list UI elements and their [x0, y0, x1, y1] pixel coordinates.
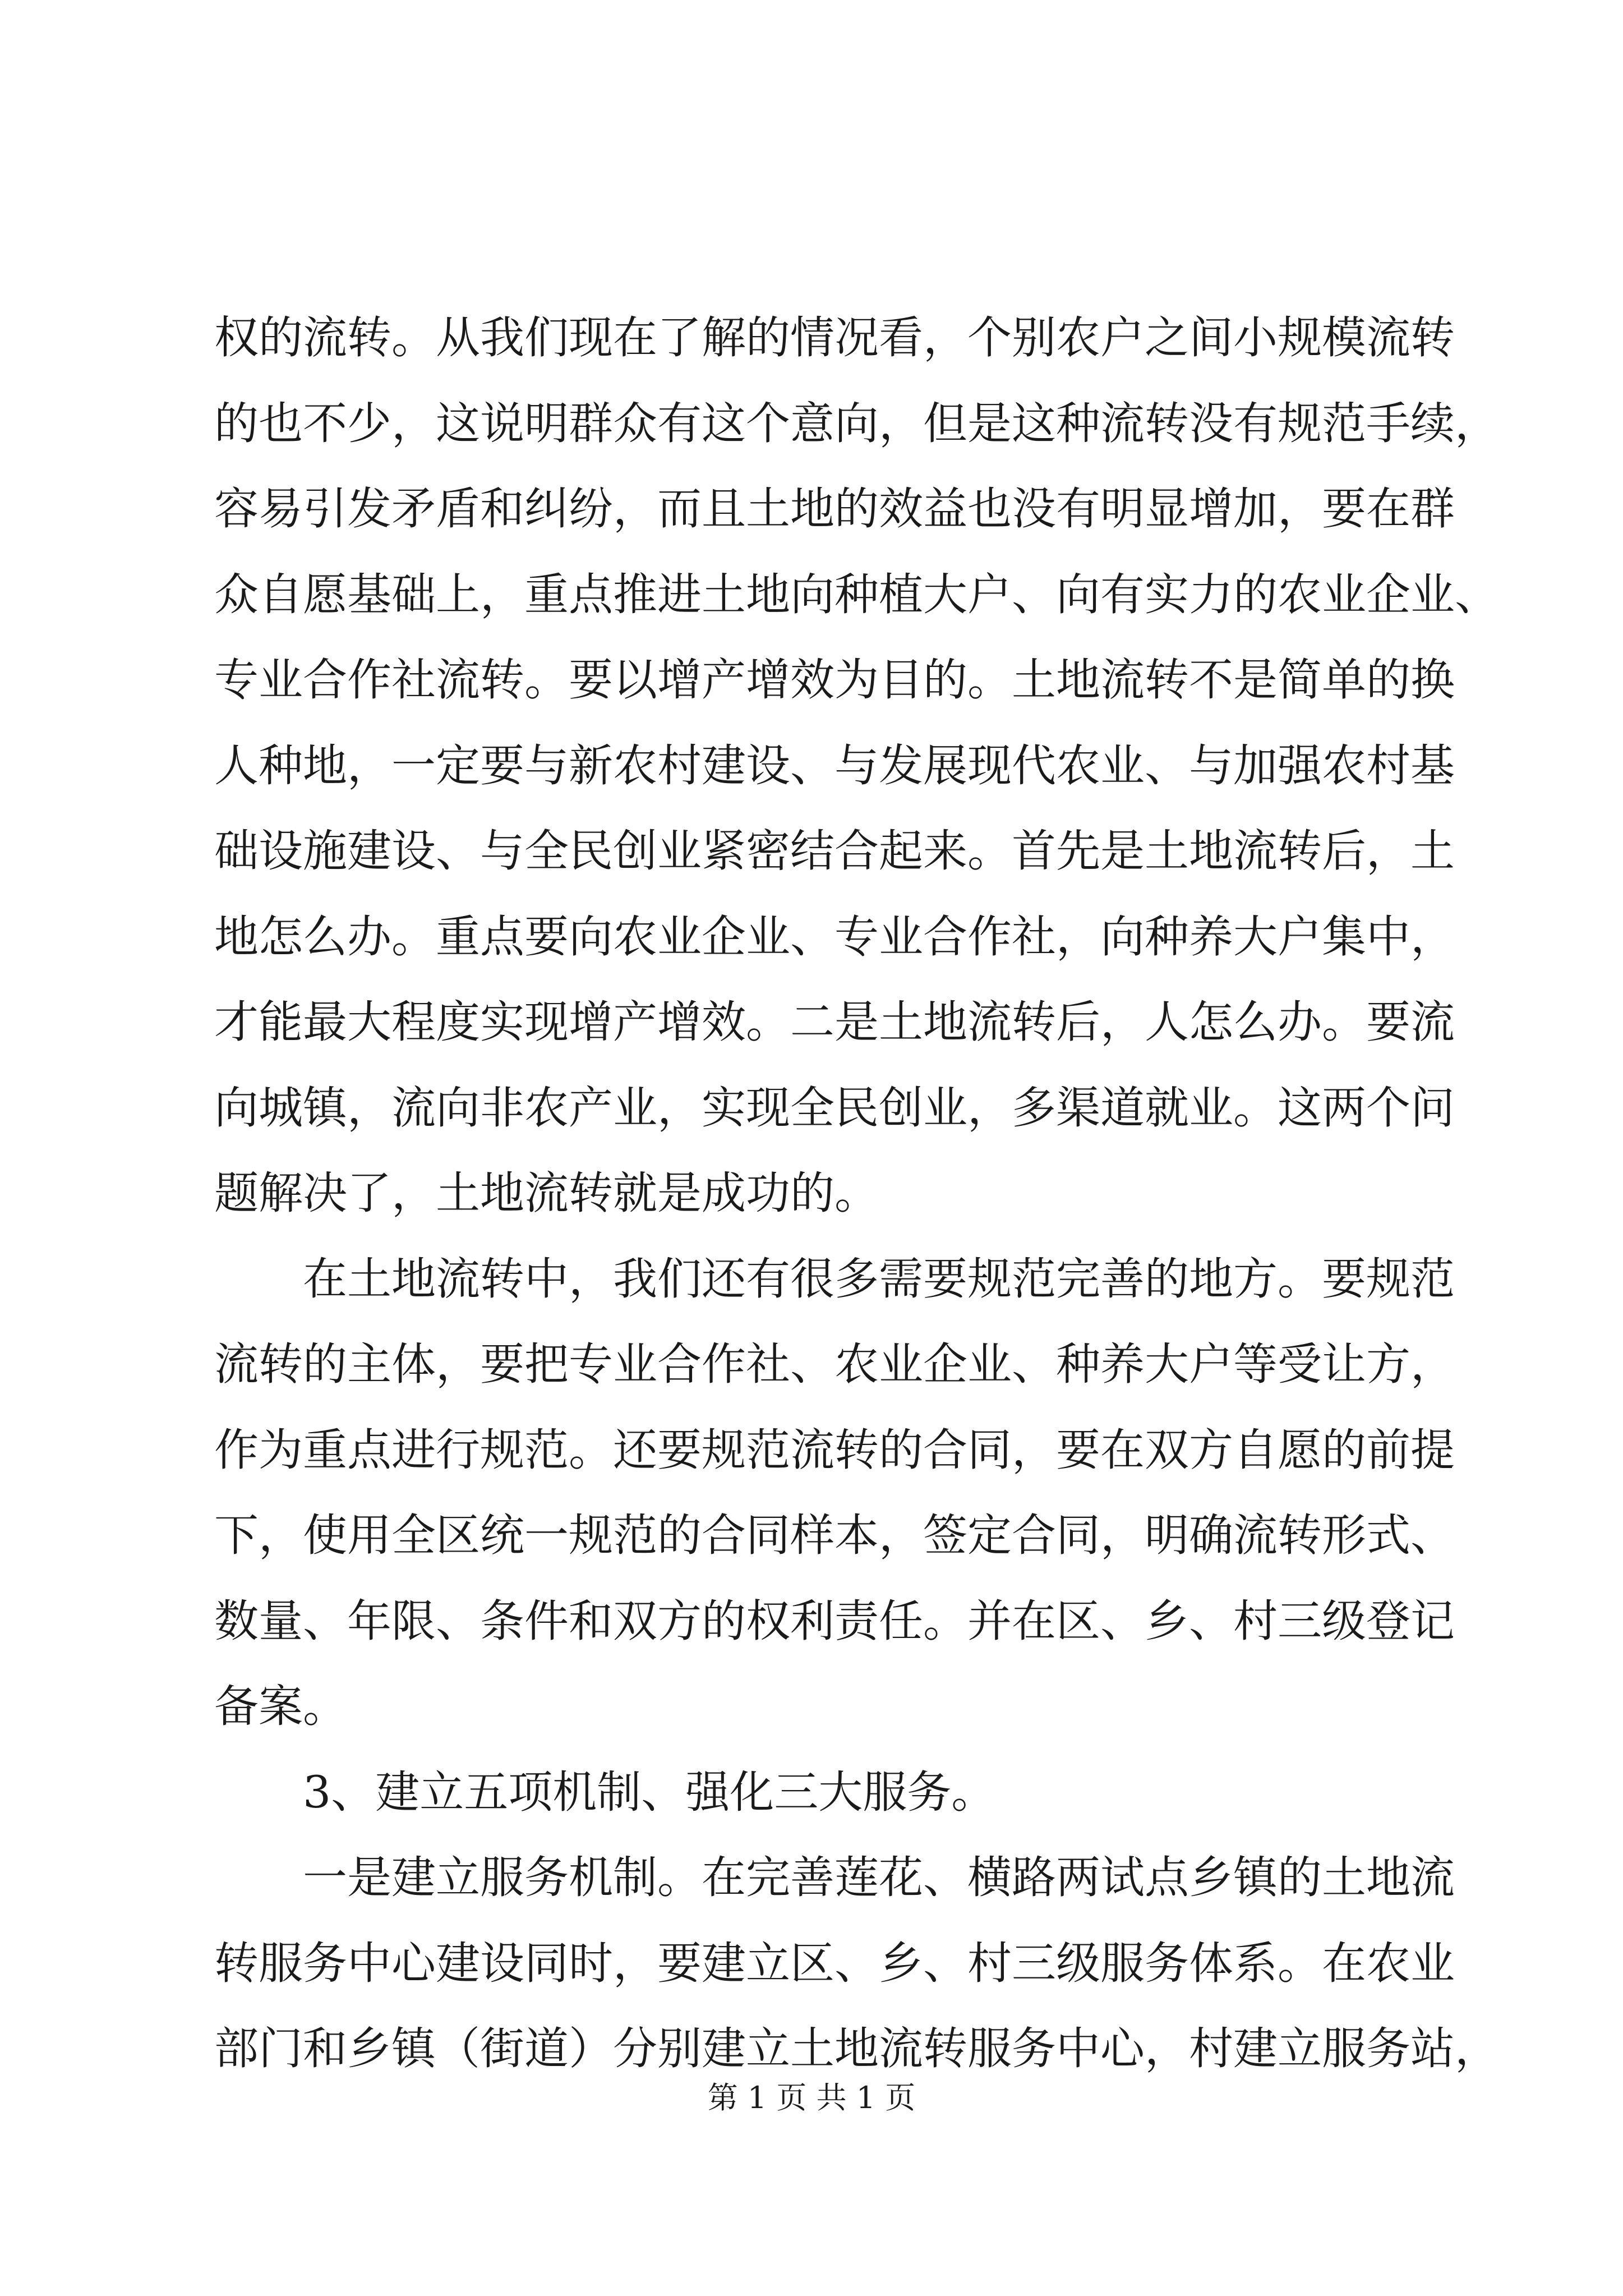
text-line: 3、建立五项机制、强化三大服务。 — [214, 1766, 996, 1818]
text-line: 地怎么办。重点要向农业企业、专业合作社，向种养大户集中， — [214, 910, 1455, 963]
text-line: 在土地流转中，我们还有很多需要规范完善的地方。要规范 — [214, 1253, 1455, 1305]
text-line: 的也不少，这说明群众有这个意向，但是这种流转没有规范手续， — [214, 397, 1499, 449]
text-line: 权的流转。从我们现在了解的情况看，个别农户之间小规模流转 — [214, 312, 1455, 364]
page-footer: 第 1 页 共 1 页 — [707, 2080, 916, 2115]
text-line: 流转的主体，要把专业合作社、农业企业、种养大户等受让方， — [214, 1338, 1455, 1390]
text-line: 容易引发矛盾和纠纷，而且土地的效益也没有明显增加，要在群 — [214, 483, 1455, 535]
text-line: 专业合作社流转。要以增产增效为目的。土地流转不是简单的换 — [214, 654, 1455, 706]
text-line: 向城镇，流向非农产业，实现全民创业，多渠道就业。这两个问 — [214, 1082, 1455, 1134]
text-line: 下，使用全区统一规范的合同样本，签定合同，明确流转形式、 — [214, 1510, 1455, 1561]
text-line: 题解决了，土地流转就是成功的。 — [214, 1167, 879, 1219]
text-line: 转服务中心建设同时，要建立区、乡、村三级服务体系。在农业 — [214, 1937, 1455, 1989]
text-line: 人种地，一定要与新农村建设、与发展现代农业、与加强农村基 — [214, 739, 1455, 792]
text-line: 一是建立服务机制。在完善莲花、横路两试点乡镇的土地流 — [214, 1852, 1455, 1903]
text-line: 础设施建设、与全民创业紧密结合起来。首先是土地流转后，土 — [214, 825, 1455, 877]
text-line: 部门和乡镇（街道）分别建立土地流转服务中心，村建立服务站， — [214, 2023, 1499, 2074]
body-text — [214, 295, 1499, 2092]
text-line: 数量、年限、条件和双方的权利责任。并在区、乡、村三级登记 — [214, 1595, 1455, 1647]
text-line: 才能最大程度实现增产增效。二是土地流转后，人怎么办。要流 — [214, 996, 1455, 1048]
text-line: 作为重点进行规范。还要规范流转的合同，要在双方自愿的前提 — [214, 1424, 1455, 1476]
text-line: 众自愿基础上，重点推进土地向种植大户、向有实力的农业企业、 — [214, 568, 1499, 620]
text-line: 备案。 — [214, 1681, 347, 1732]
